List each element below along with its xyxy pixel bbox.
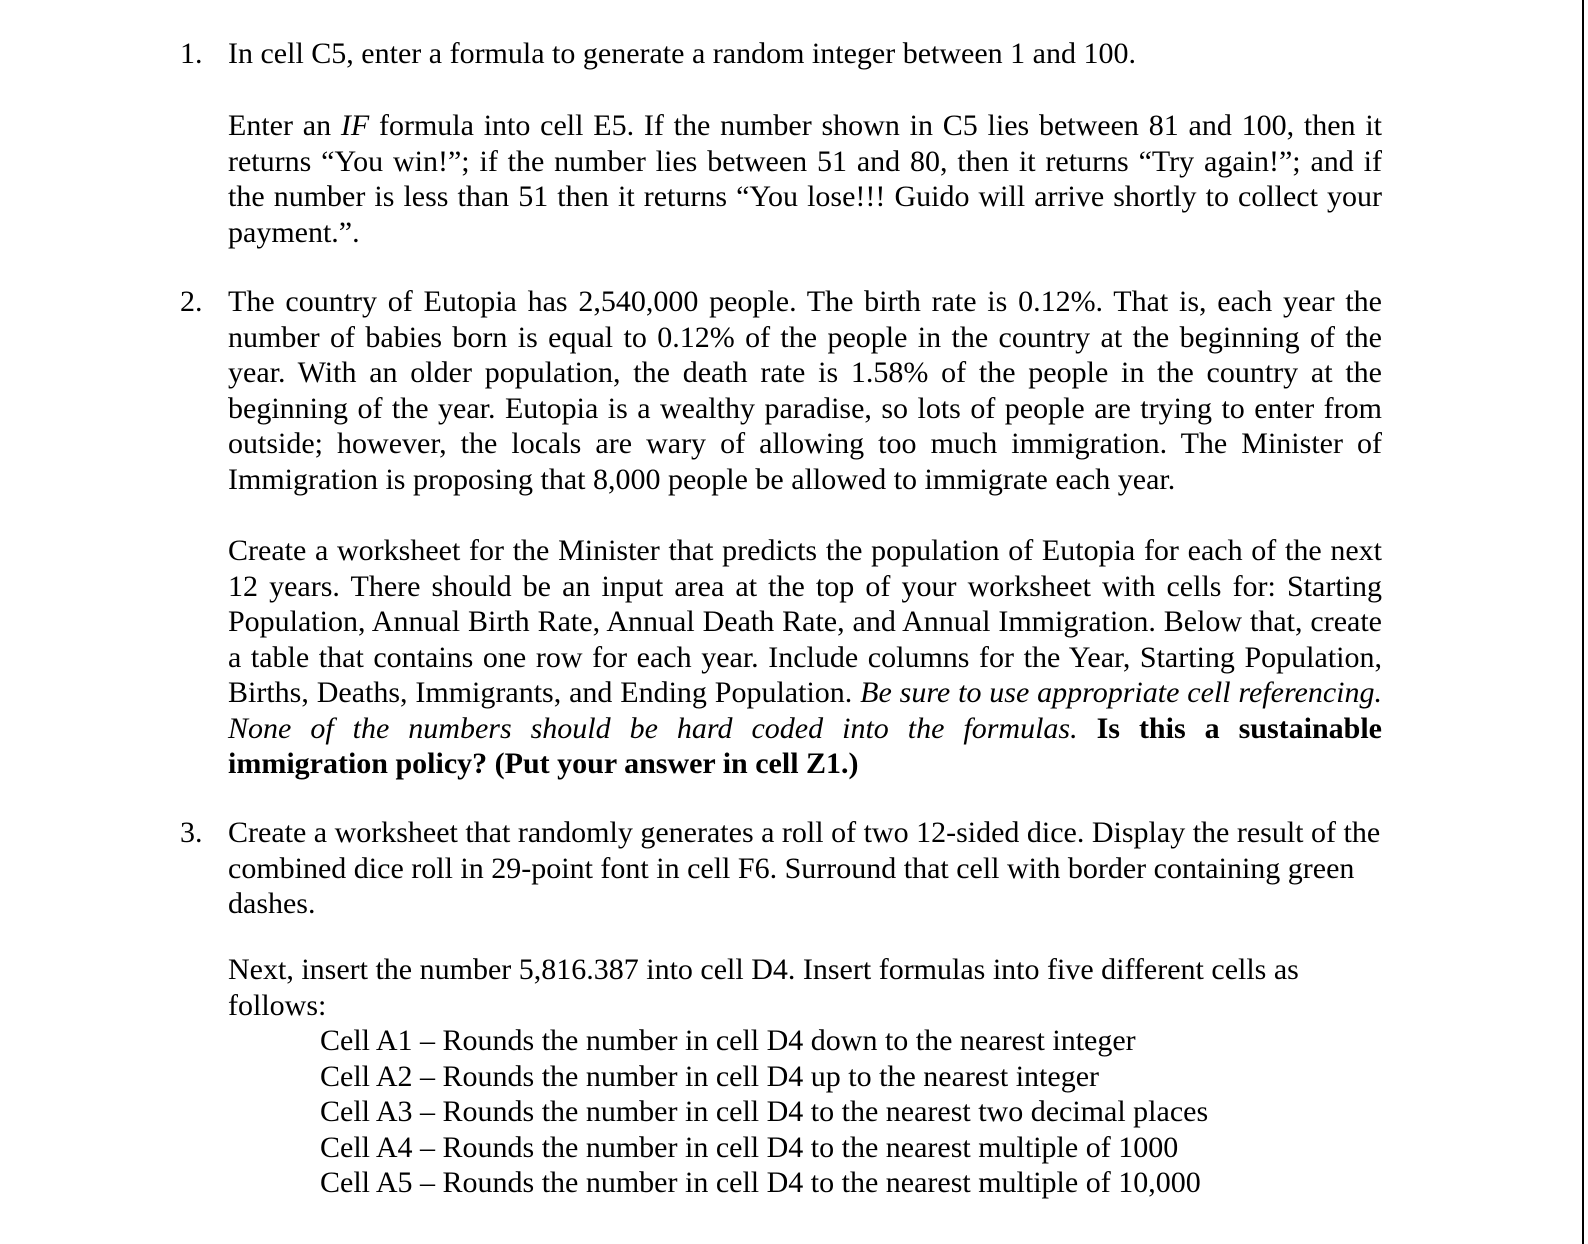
rounding-line-a3: Cell A3 – Rounds the number in cell D4 to the nearest two decimal places <box>320 1095 1209 1128</box>
text-run: Enter an <box>228 109 341 142</box>
item-3-paragraph-2: Next, insert the number 5,816.387 into cell D4. Insert formulas into five different cells as follows: <box>228 953 1299 1022</box>
item-1-paragraph-1: In cell C5, enter a formula to generate a random integer between 1 and 100. <box>228 37 1136 70</box>
text-run: Create a worksheet for the Minister that predicts the population of Eutopia for each of the next 12 years. There should be an input area at the top of your worksheet with cells for: Starting Population, Annual Birth Rate, Annual Death Rate, and Annual Immigration. Below that, create a table that contains one row for each year. Include columns for the Year, Starting Population, Births, Deaths, Immigrants, and Ending Population. <box>228 534 1382 709</box>
item-number: 3. <box>180 816 203 849</box>
text-run: formula into cell E5. If the number shown in C5 lies between 81 and 100, then it returns “You win!”; if the number lies between 51 and 80, then it returns “Try again!”; and if the number is less than 51 then it returns “You lose!!! Guido will arrive shortly to collect your payment.”. <box>228 109 1382 249</box>
item-number: 1. <box>180 37 203 70</box>
rounding-line-a2: Cell A2 – Rounds the number in cell D4 up to the nearest integer <box>320 1059 1100 1093</box>
rounding-line-a5: Cell A5 – Rounds the number in cell D4 to the nearest multiple of 10,000 <box>320 1166 1201 1199</box>
item-2-paragraph-2 <box>228 533 1382 782</box>
rounding-line-a1: Cell A1 – Rounds the number in cell D4 down to the nearest integer <box>320 1024 1136 1057</box>
italic-text: Be sure to use appropriate cell referencing. None of the numbers should be hard coded into the formulas. <box>228 676 1382 745</box>
item-2-paragraph-1: The country of Eutopia has 2,540,000 people. The birth rate is 0.12%. That is, each year the number of babies born is equal to 0.12% of the people in the country at the beginning of the year. With an older population, the death rate is 1.58% of the people in the country at the beginning of the year. Eutopia is a wealthy paradise, so lots of people are trying to enter from outside; however, the locals are wary of allowing too much immigration. The Minister of Immigration is proposing that 8,000 people be allowed to immigrate each year. <box>228 285 1382 496</box>
item-3-paragraph-1: Create a worksheet that randomly generates a roll of two 12-sided dice. Display the result of the combined dice roll in 29-point font in cell F6. Surround that cell with border containing green dashes. <box>228 816 1381 920</box>
page-edge-line <box>1582 0 1584 1244</box>
italic-text: IF <box>340 109 370 142</box>
rounding-line-a4: Cell A4 – Rounds the number in cell D4 to the nearest multiple of 1000 <box>320 1130 1179 1164</box>
bold-question: Is this a sustainable immigration policy? (Put your answer in cell Z1.) <box>228 711 1382 780</box>
item-1-paragraph-2 <box>228 108 1382 250</box>
item-number: 2. <box>180 285 203 318</box>
